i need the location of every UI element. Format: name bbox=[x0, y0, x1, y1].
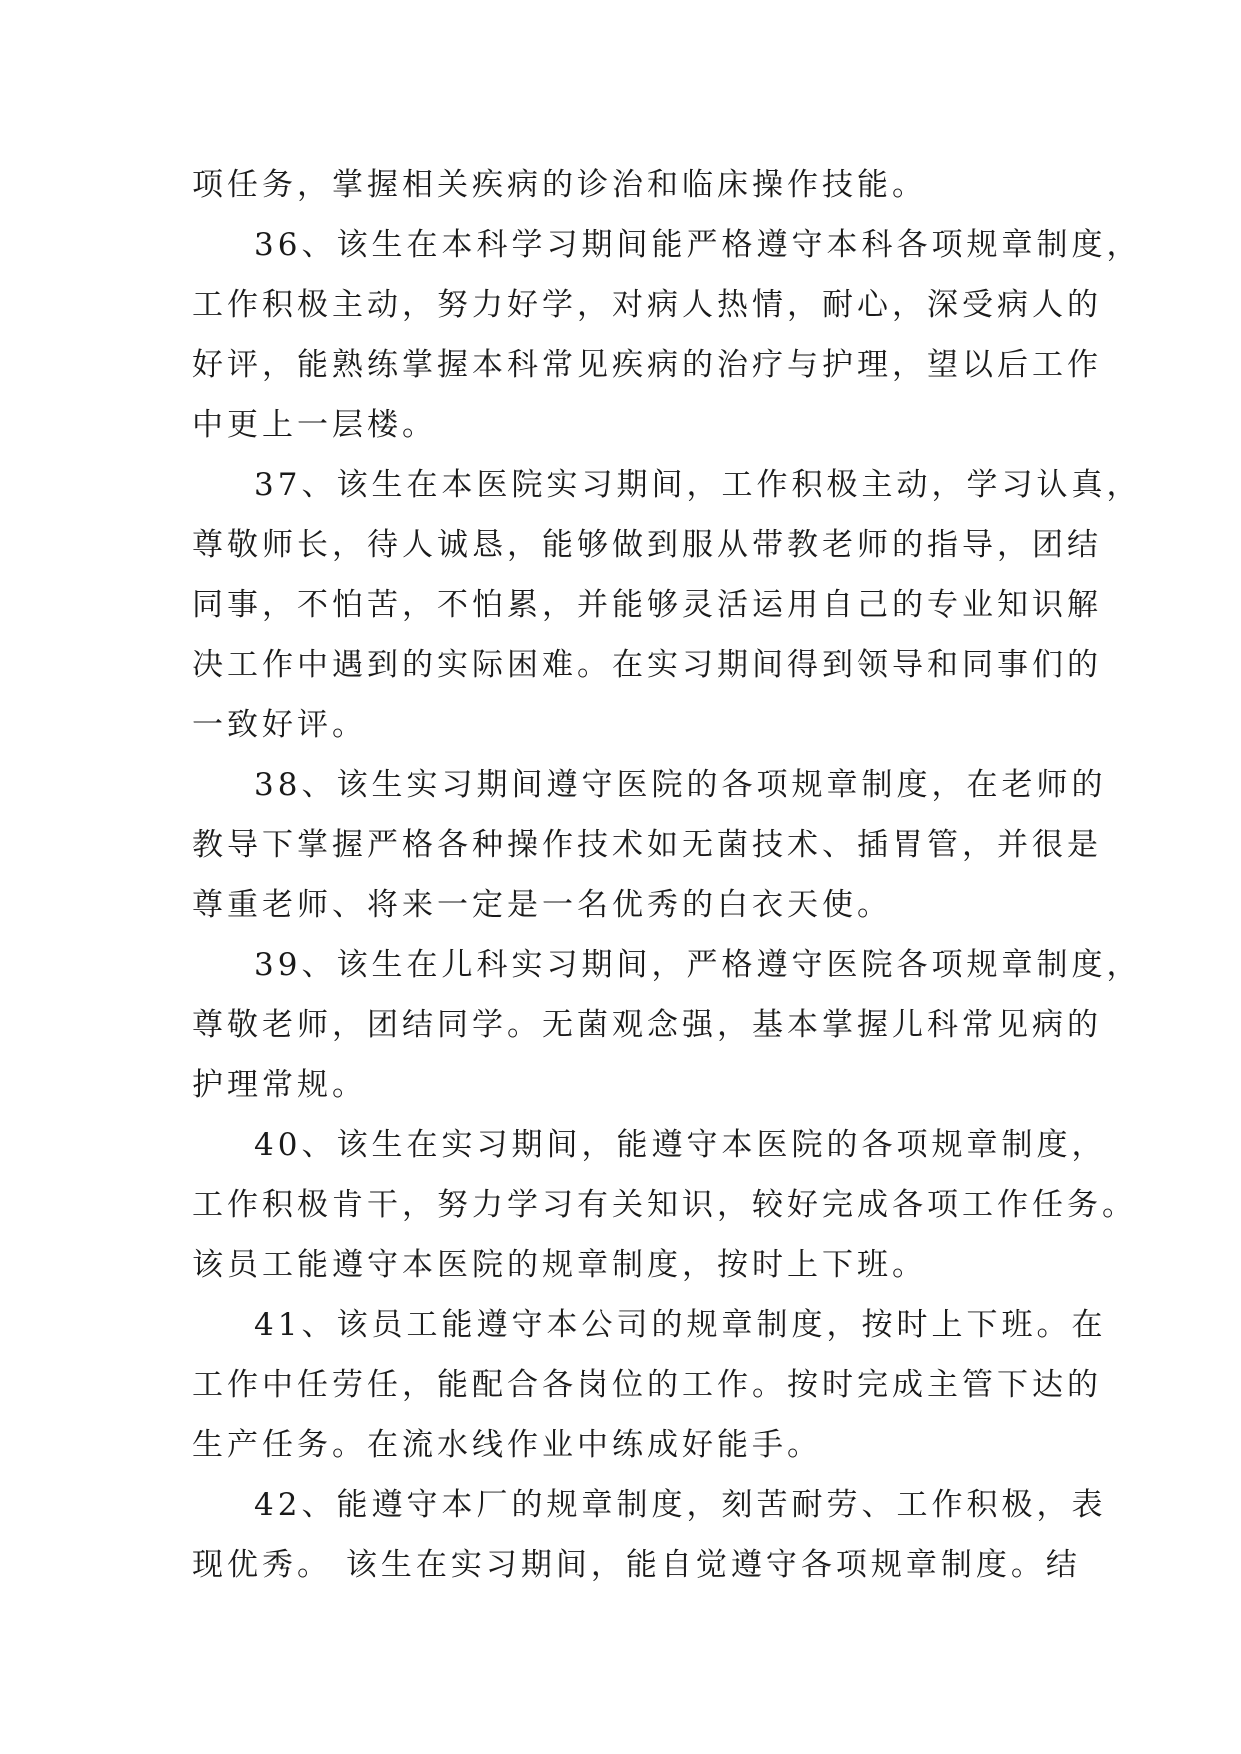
text-line: 尊重老师、将来一定是一名优秀的白衣天使。 bbox=[192, 887, 892, 923]
paragraph-continuation bbox=[192, 155, 1092, 215]
paragraph-41 bbox=[192, 1295, 1107, 1475]
text-line: 现优秀。 该生在实习期间，能自觉遵守各项规章制度。结 bbox=[192, 1547, 1081, 1583]
text-line: 42、能遵守本厂的规章制度，刻苦耐劳、工作积极，表 bbox=[254, 1487, 1107, 1523]
text-line: 工作积极主动，努力好学，对病人热情，耐心，深受病人的 bbox=[192, 287, 1102, 323]
paragraph-39 bbox=[192, 935, 1142, 1115]
text-line: 生产任务。在流水线作业中练成好能手。 bbox=[192, 1427, 822, 1463]
text-line: 41、该员工能遵守本公司的规章制度，按时上下班。在 bbox=[254, 1307, 1107, 1343]
text-line: 好评，能熟练掌握本科常见疾病的治疗与护理，望以后工作 bbox=[192, 347, 1102, 383]
text-line: 尊敬师长，待人诚恳，能够做到服从带教老师的指导，团结 bbox=[192, 527, 1102, 563]
text-line: 工作中任劳任，能配合各岗位的工作。按时完成主管下达的 bbox=[192, 1367, 1102, 1403]
document-body bbox=[192, 155, 1142, 1595]
text-line: 37、该生在本医院实习期间，工作积极主动，学习认真， bbox=[254, 467, 1142, 503]
text-line: 教导下掌握严格各种操作技术如无菌技术、插胃管，并很是 bbox=[192, 827, 1102, 863]
text-line: 决工作中遇到的实际困难。在实习期间得到领导和同事们的 bbox=[192, 647, 1102, 683]
text-line: 40、该生在实习期间，能遵守本医院的各项规章制度， bbox=[254, 1127, 1107, 1163]
text-line: 36、该生在本科学习期间能严格遵守本科各项规章制度， bbox=[254, 227, 1142, 263]
paragraph-40 bbox=[192, 1115, 1137, 1295]
paragraph-42 bbox=[192, 1475, 1107, 1595]
text-line: 一致好评。 bbox=[192, 707, 367, 743]
text-line: 同事，不怕苦，不怕累，并能够灵活运用自己的专业知识解 bbox=[192, 587, 1102, 623]
text-line: 工作积极肯干，努力学习有关知识，较好完成各项工作任务。 bbox=[192, 1187, 1137, 1223]
paragraph-36 bbox=[192, 215, 1142, 455]
text-line: 尊敬老师，团结同学。无菌观念强，基本掌握儿科常见病的 bbox=[192, 1007, 1102, 1043]
text-line: 该员工能遵守本医院的规章制度，按时上下班。 bbox=[192, 1247, 927, 1283]
text-line: 项任务，掌握相关疾病的诊治和临床操作技能。 bbox=[192, 167, 927, 203]
text-line: 中更上一层楼。 bbox=[192, 407, 437, 443]
paragraph-37 bbox=[192, 455, 1142, 755]
text-line: 39、该生在儿科实习期间，严格遵守医院各项规章制度， bbox=[254, 947, 1142, 983]
text-line: 护理常规。 bbox=[192, 1067, 367, 1103]
paragraph-38 bbox=[192, 755, 1107, 935]
text-line: 38、该生实习期间遵守医院的各项规章制度，在老师的 bbox=[254, 767, 1107, 803]
